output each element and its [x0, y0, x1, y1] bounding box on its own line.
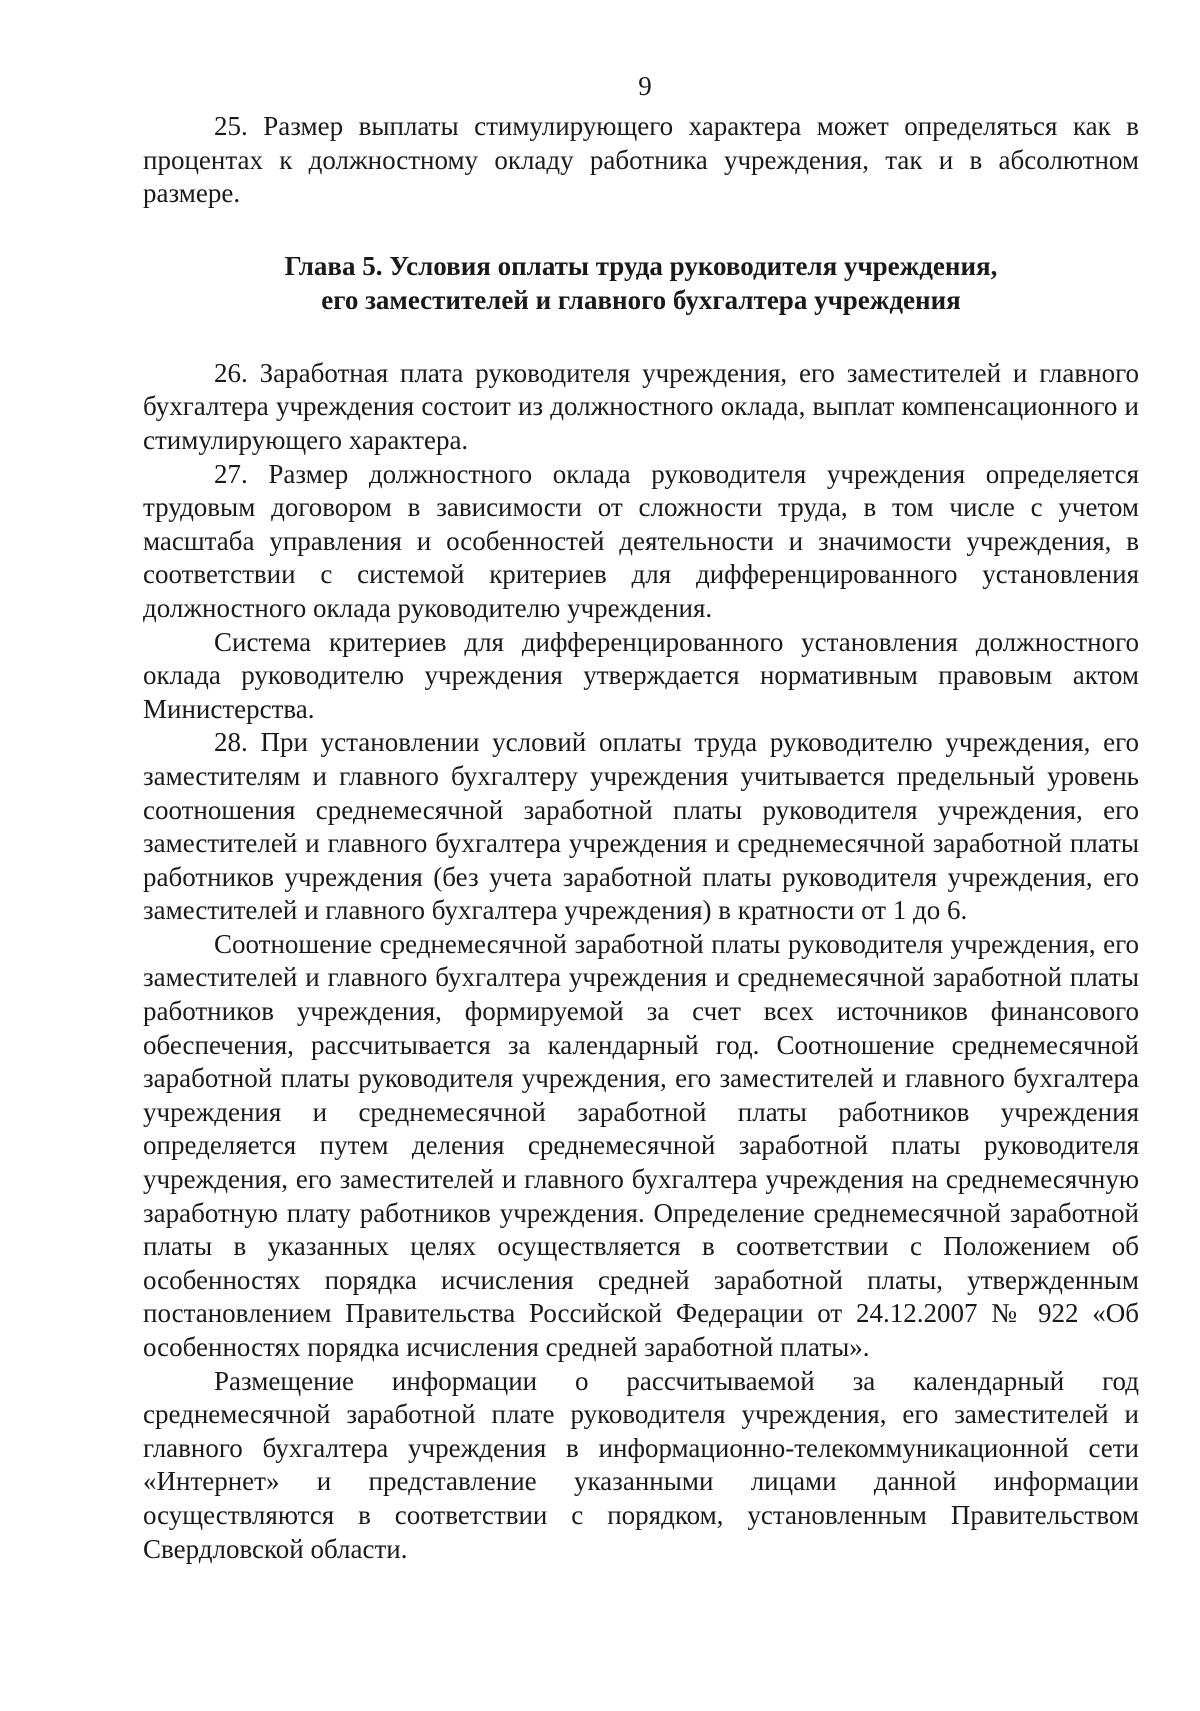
paragraph-25: 25. Размер выплаты стимулирующего характера может определяться как в процентах к должностному окладу работника учреждения, так и в абсолютном размере. [143, 111, 1139, 209]
paragraph-27-criteria-system: Система критериев для дифференцированного установления должностного оклада руководителю учреждения утверждается нормативным правовым актом Министерства. [143, 626, 1139, 724]
paragraph-26: 26. Заработная плата руководителя учреждения, его заместителей и главного бухгалтера учреждения состоит из должностного оклада, выплат компенсационного и стимулирующего характера. [143, 357, 1139, 455]
paragraph-28-ratio: Соотношение среднемесячной заработной платы руководителя учреждения, его заместителей и главного бухгалтера учреждения и среднемесячной заработной платы работников учреждения, формируемой за счет всех источников финансового обеспечения, рассчитывается за календарный год. Соотношение среднемесячной заработной платы руководителя учреждения, его заместителей и главного бухгалтера учреждения и среднемесячной заработной платы работников учреждения определяется путем деления среднемесячной заработной платы руководителя учреждения, его заместителей и главного бухгалтера учреждения на среднемесячную заработную плату работников учреждения. Определение среднемесячной заработной платы в указанных целях осуществляется в соответствии с Положением об особенностях порядка исчисления средней заработной платы, утвержденным постановлением Правительства Российской Федерации от 24.12.2007 № 922 «Об особенностях порядка исчисления средней заработной платы». [143, 928, 1139, 1362]
page-number: 9 [638, 71, 652, 101]
chapter-heading [143, 249, 1139, 317]
paragraph-27: 27. Размер должностного оклада руководителя учреждения определяется трудовым договором в зависимости от сложности труда, в том числе с учетом масштаба управления и особенностей деятельности и значимости учреждения, в соответствии с системой критериев для дифференцированного установления должностного оклада руководителю учреждения. [143, 458, 1139, 623]
paragraph-28: 28. При установлении условий оплаты труда руководителю учреждения, его заместителям и главного бухгалтеру учреждения учитывается предельный уровень соотношения среднемесячной заработной платы руководителя учреждения, его заместителей и главного бухгалтера учреждения и среднемесячной заработной платы работников учреждения (без учета заработной платы руководителя учреждения, его заместителей и главного бухгалтера учреждения) в кратности от 1 до 6. [143, 727, 1139, 926]
paragraph-28-publication: Размещение информации о рассчитываемой за календарный год среднемесячной заработной плате руководителя учреждения, его заместителей и главного бухгалтера учреждения в информационно-телекоммуникационной сети «Интернет» и представление указанными лицами данной информации осуществляются в соответствии с порядком, установленным Правительством Свердловской области. [143, 1365, 1139, 1564]
document-page [143, 70, 1139, 1566]
chapter-title-line-2: его заместителей и главного бухгалтера учреждения [321, 284, 961, 315]
chapter-title-line-1: Глава 5. Условия оплаты труда руководителя учреждения, [284, 250, 998, 281]
